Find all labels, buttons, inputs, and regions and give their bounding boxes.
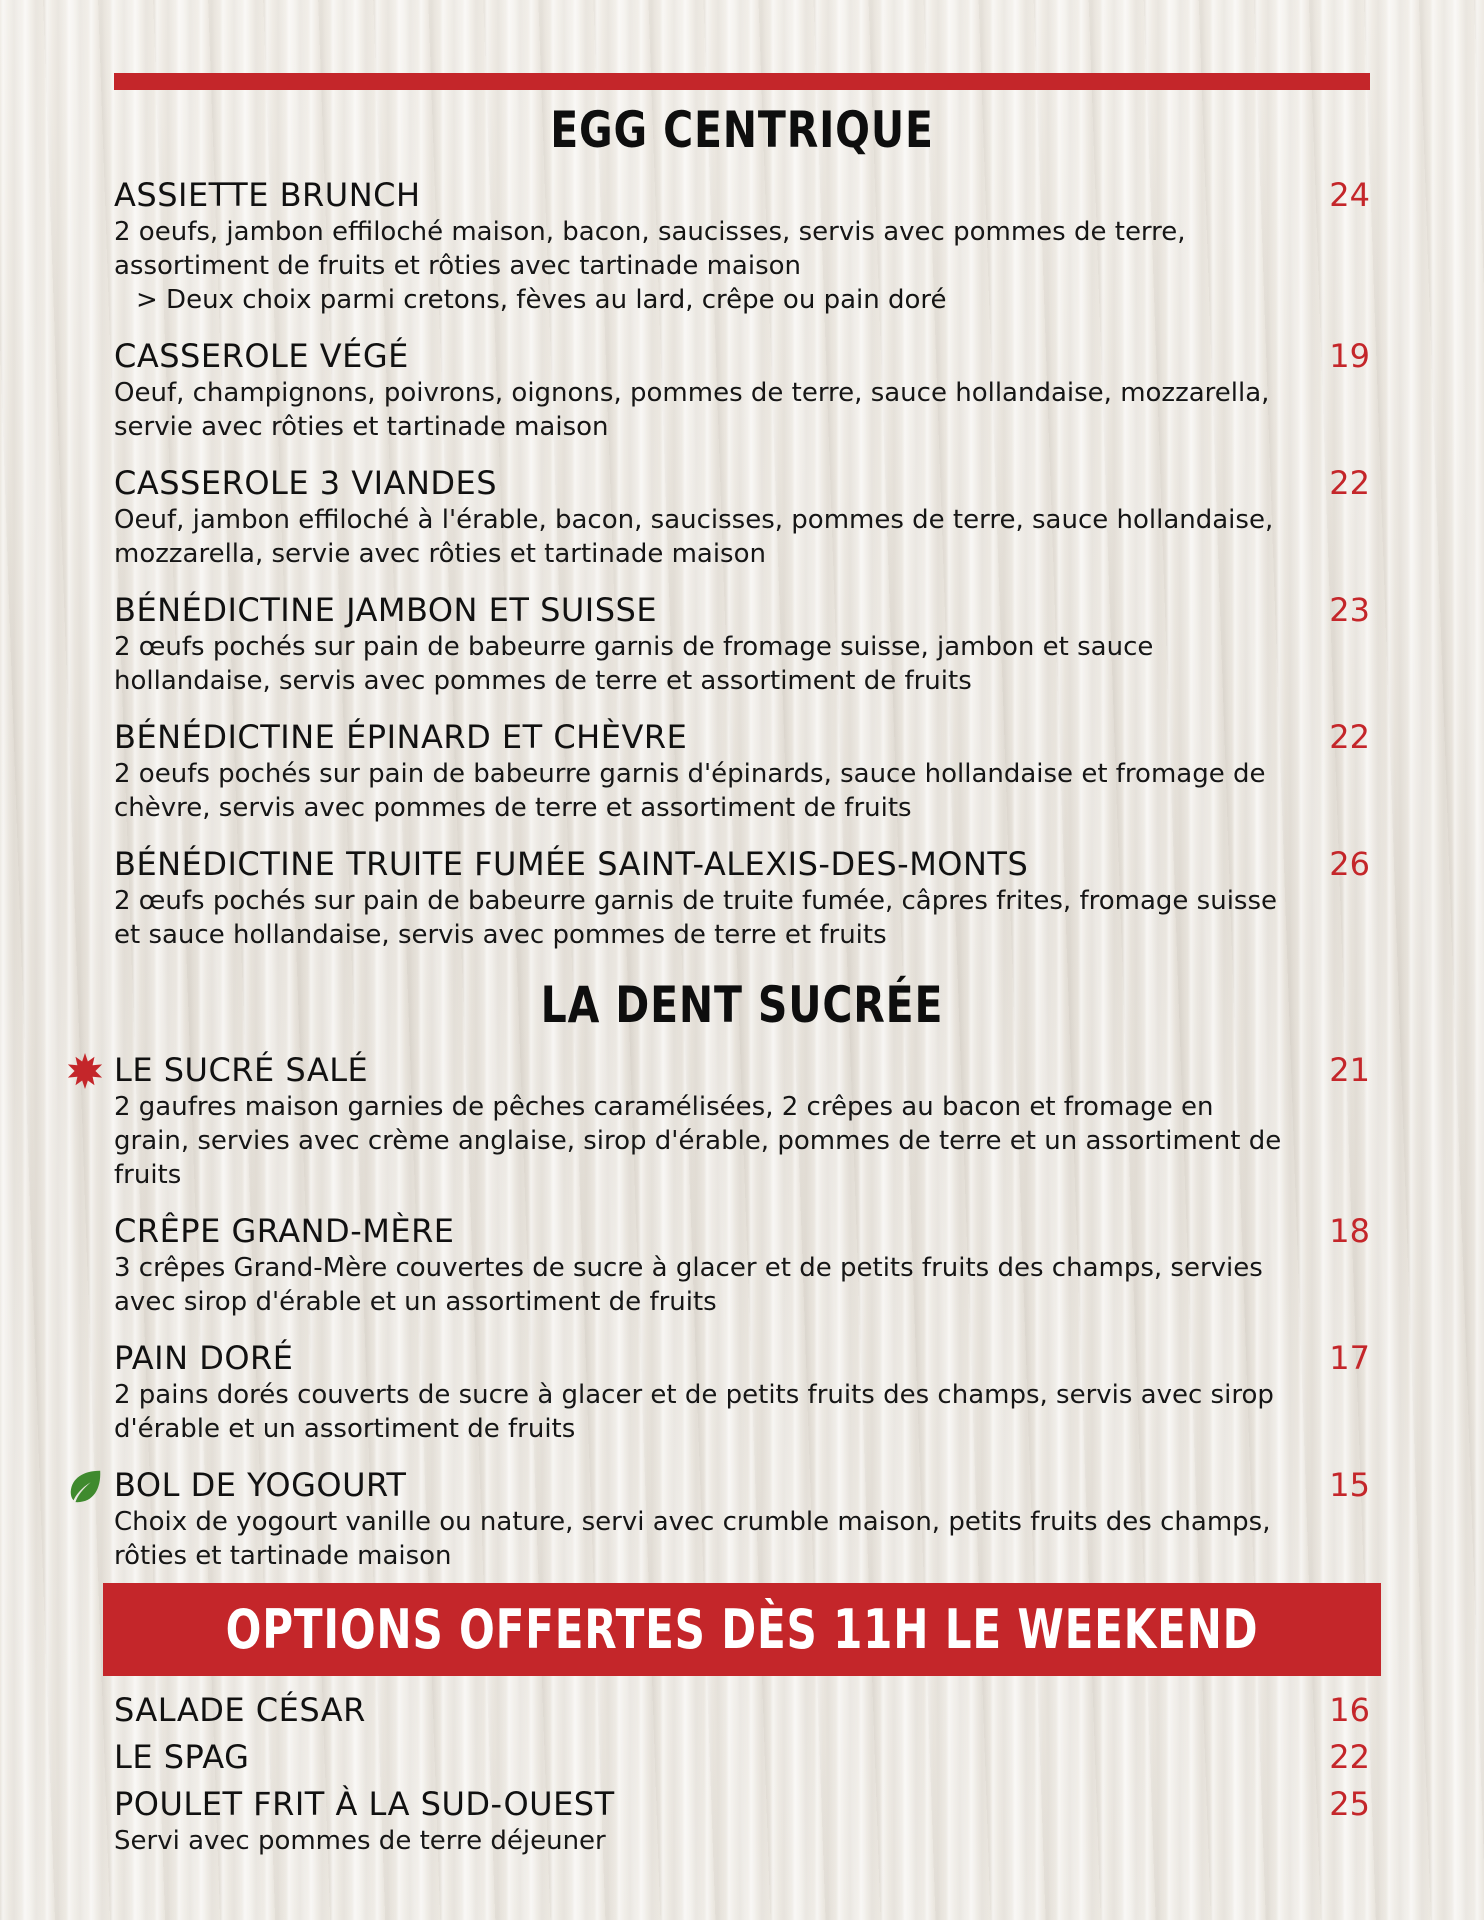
item-name: LE SPAG <box>114 1738 250 1776</box>
menu-item-bol-de-yogourt <box>114 1465 1370 1573</box>
weekend-banner-text: OPTIONS OFFERTES DÈS 11H LE WEEKEND <box>225 1598 1259 1661</box>
top-rule <box>114 73 1370 90</box>
item-name: CRÊPE GRAND-MÈRE <box>114 1212 455 1250</box>
item-name: LE SUCRÉ SALÉ <box>114 1051 369 1089</box>
item-price: 15 <box>1329 1466 1370 1504</box>
weekend-options-banner <box>103 1583 1381 1676</box>
menu-item-benedictine-jambon-suisse <box>114 590 1370 698</box>
item-price: 21 <box>1329 1051 1370 1089</box>
menu-item-benedictine-epinard-chevre <box>114 717 1370 825</box>
item-name: ASSIETTE BRUNCH <box>114 176 421 214</box>
item-price: 16 <box>1329 1691 1370 1729</box>
item-name: BÉNÉDICTINE TRUITE FUMÉE SAINT-ALEXIS-DES-MONTS <box>114 845 1029 883</box>
item-price: 18 <box>1329 1212 1370 1250</box>
section-heading-la-dent-sucree: LA DENT SUCRÉE <box>540 976 944 1034</box>
item-price: 23 <box>1329 591 1370 629</box>
item-description: 2 oeufs pochés sur pain de babeurre garnis d'épinards, sauce hollandaise et fromage de chèvre, servis avec pommes de terre et assortiment de fruits <box>114 759 1266 823</box>
item-name: PAIN DORÉ <box>114 1339 294 1377</box>
item-name: SALADE CÉSAR <box>114 1691 366 1729</box>
item-description: Oeuf, champignons, poivrons, oignons, pommes de terre, sauce hollandaise, mozzarella, servie avec rôties et tartinade maison <box>114 378 1270 442</box>
item-description: Servi avec pommes de terre déjeuner <box>114 1826 606 1856</box>
menu-item-pain-dore <box>114 1338 1370 1446</box>
item-price: 24 <box>1329 176 1370 214</box>
item-sub-note: > Deux choix parmi cretons, fèves au lard, crêpe ou pain doré <box>136 285 947 315</box>
item-name: CASSEROLE VÉGÉ <box>114 337 409 375</box>
item-price: 22 <box>1329 718 1370 756</box>
item-description: Choix de yogourt vanille ou nature, servi avec crumble maison, petits fruits des champs, rôties et tartinade maison <box>114 1507 1271 1571</box>
menu-item-assiette-brunch <box>114 175 1370 317</box>
item-description: 3 crêpes Grand-Mère couvertes de sucre à glacer et de petits fruits des champs, servies avec sirop d'érable et un assortiment de fruits <box>114 1253 1263 1317</box>
item-name: BÉNÉDICTINE JAMBON ET SUISSE <box>114 591 658 629</box>
menu-item-crepe-grand-mere <box>114 1211 1370 1319</box>
item-description: 2 œufs pochés sur pain de babeurre garnis de fromage suisse, jambon et sauce hollandaise, servis avec pommes de terre et assortiment de fruits <box>114 632 1154 696</box>
item-price: 19 <box>1329 337 1370 375</box>
menu-item-casserole-vege <box>114 336 1370 444</box>
item-description: 2 pains dorés couverts de sucre à glacer et de petits fruits des champs, servis avec sirop d'érable et un assortiment de fruits <box>114 1380 1274 1444</box>
item-description: 2 œufs pochés sur pain de babeurre garnis de truite fumée, câpres frites, fromage suisse et sauce hollandaise, servis avec pommes de terre et fruits <box>114 886 1278 950</box>
item-description: 2 gaufres maison garnies de pêches caramélisées, 2 crêpes au bacon et fromage en grain, servies avec crème anglaise, sirop d'érable, pommes de terre et un assortiment de fruits <box>114 1092 1282 1190</box>
item-price: 22 <box>1329 464 1370 502</box>
item-name: BOL DE YOGOURT <box>114 1466 407 1504</box>
item-description: 2 oeufs, jambon effiloché maison, bacon, saucisses, servis avec pommes de terre, assortiment de fruits et rôties avec tartinade maison <box>114 217 1186 281</box>
item-name: POULET FRIT À LA SUD-OUEST <box>114 1785 615 1823</box>
item-description: Oeuf, jambon effiloché à l'érable, bacon, saucisses, pommes de terre, sauce hollandaise, mozzarella, servie avec rôties et tartinade maison <box>114 505 1274 569</box>
section-heading-egg-centrique: EGG CENTRIQUE <box>550 101 934 159</box>
menu-item-salade-cesar <box>114 1690 1370 1730</box>
item-price: 22 <box>1329 1738 1370 1776</box>
item-price: 26 <box>1329 845 1370 883</box>
item-name: BÉNÉDICTINE ÉPINARD ET CHÈVRE <box>114 718 688 756</box>
item-price: 17 <box>1329 1339 1370 1377</box>
item-name: CASSEROLE 3 VIANDES <box>114 464 498 502</box>
item-price: 25 <box>1329 1785 1370 1823</box>
menu-item-casserole-3-viandes <box>114 463 1370 571</box>
menu-item-poulet-frit <box>114 1784 1370 1858</box>
leaf-icon <box>66 1467 104 1505</box>
menu-item-le-spag <box>114 1737 1370 1777</box>
menu-item-benedictine-truite-fumee <box>114 844 1370 952</box>
menu-item-le-sucre-sale <box>114 1050 1370 1192</box>
maple-leaf-icon <box>66 1052 104 1090</box>
